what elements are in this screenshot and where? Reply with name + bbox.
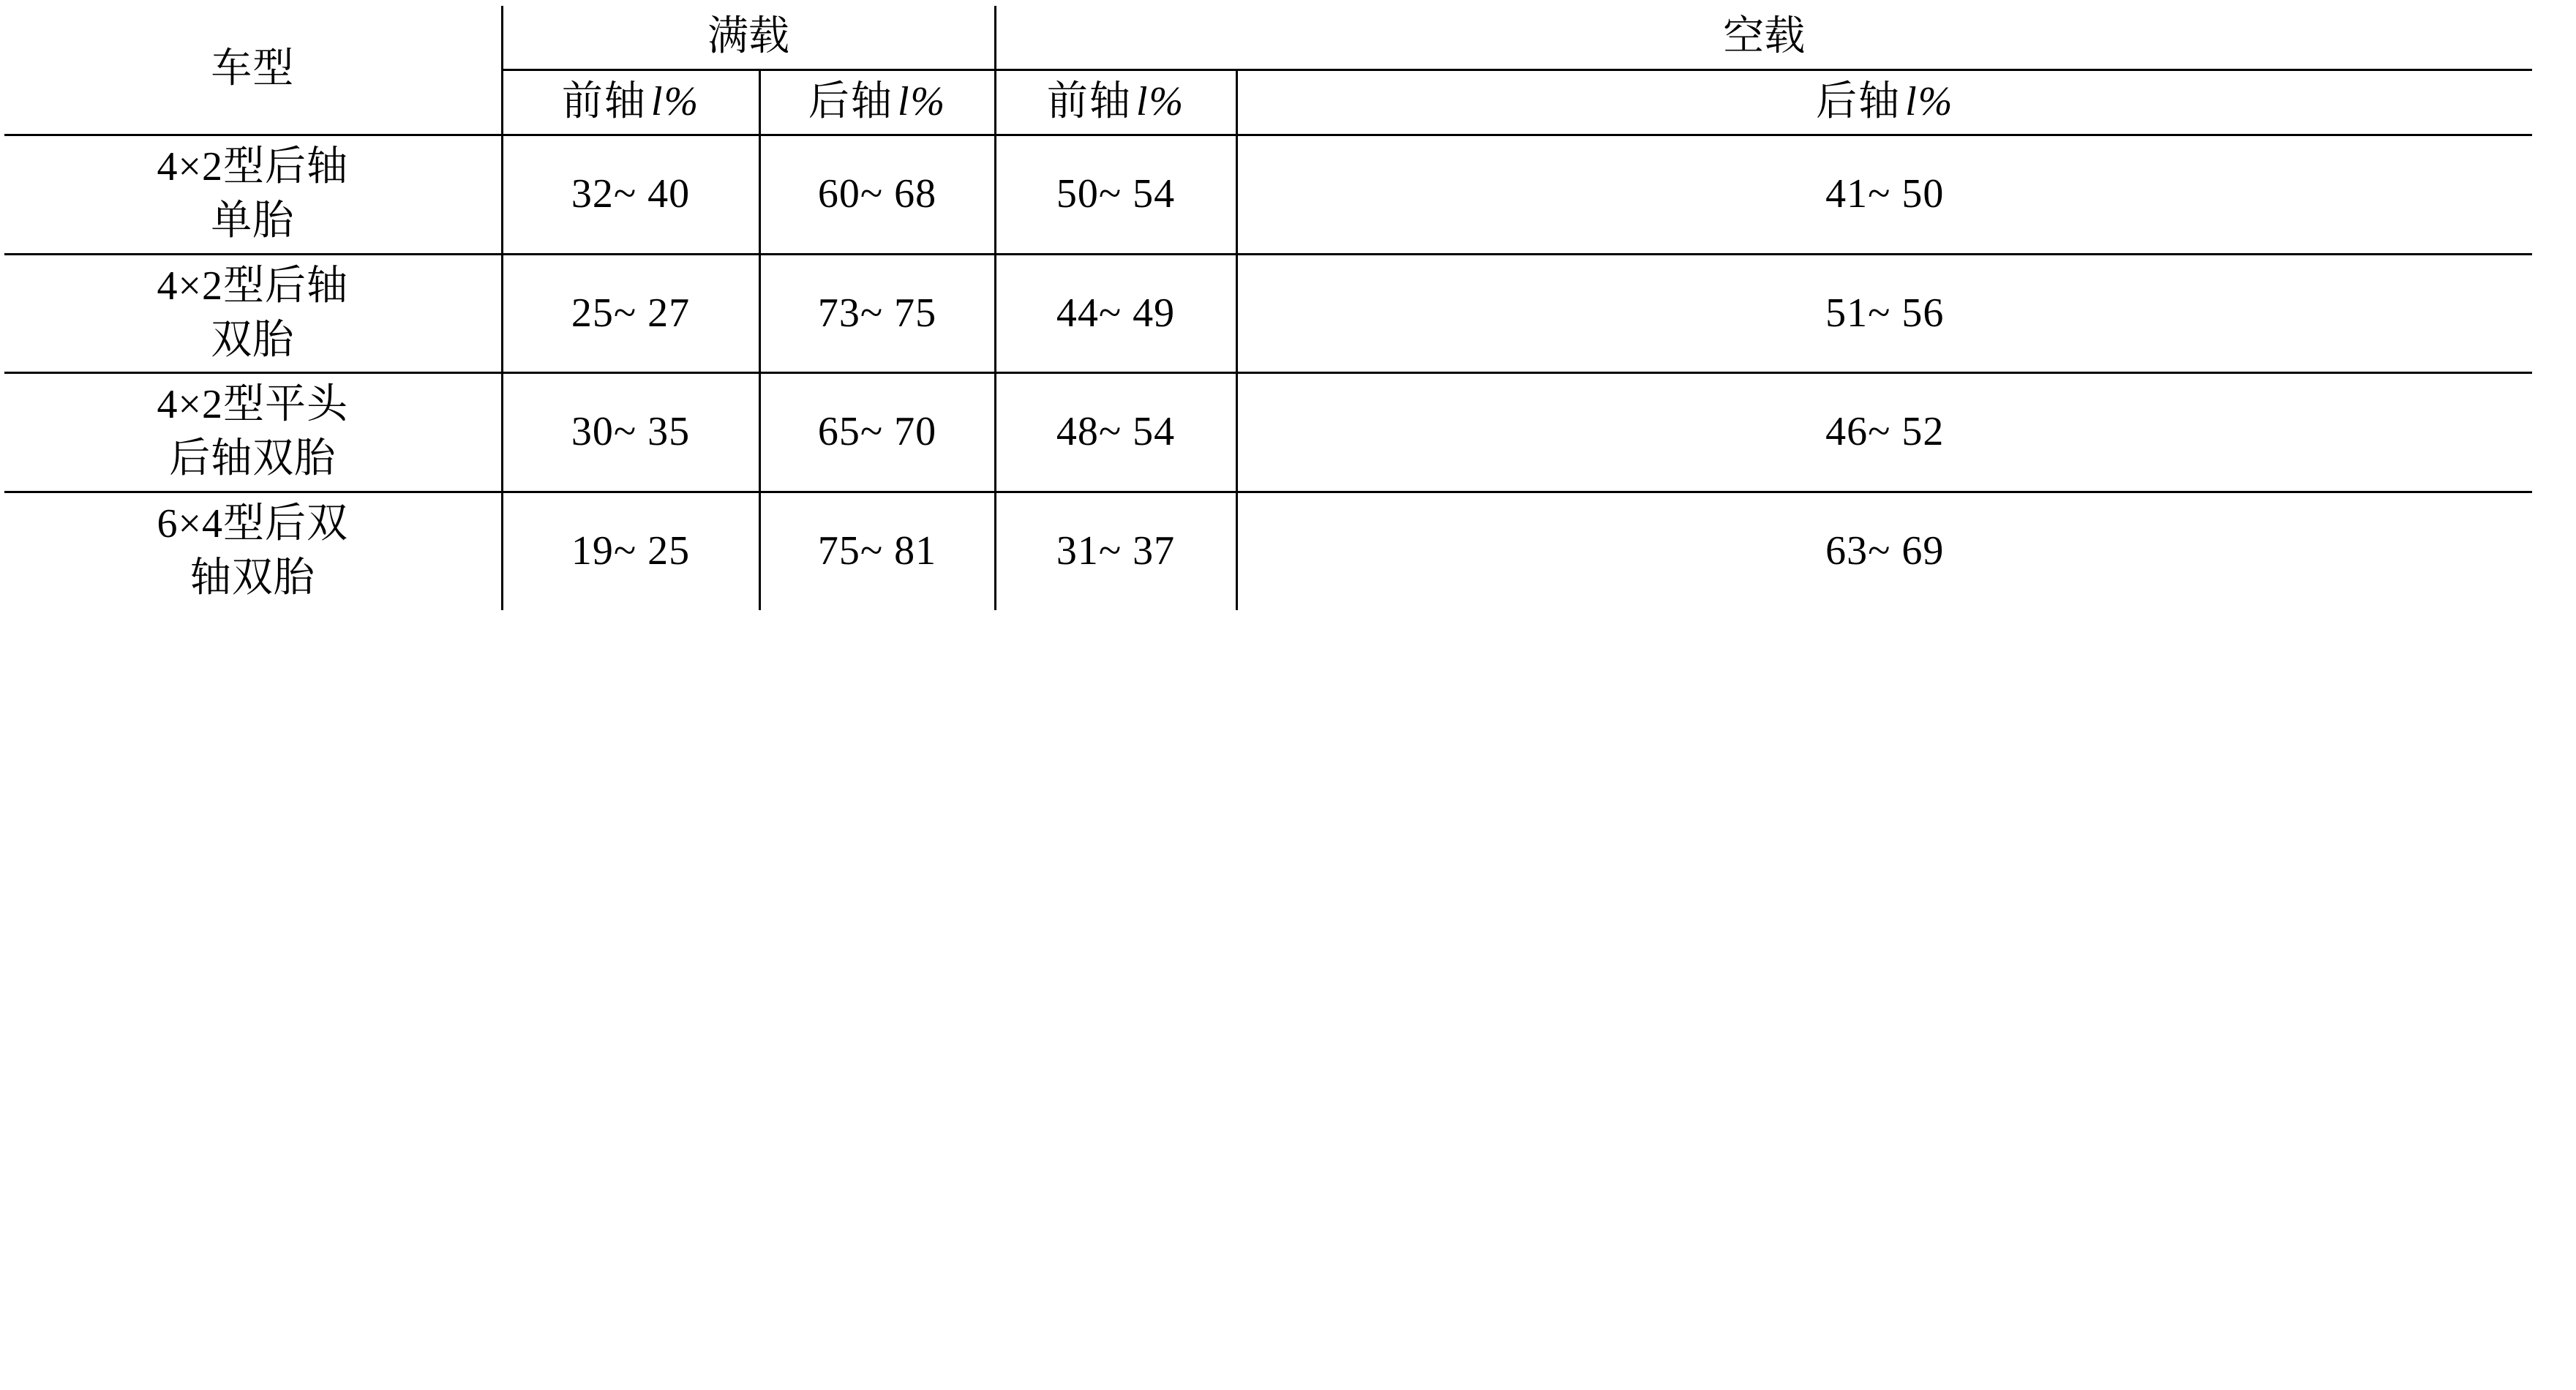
model-line-2: 轴双胎	[189, 555, 315, 601]
cell-rear-axle-loaded: 65~ 70	[759, 373, 995, 492]
cell-rear-axle-empty: 41~ 50	[1236, 135, 2532, 254]
header-text-front-axle-loaded: 前轴	[561, 78, 647, 124]
cell-front-axle-empty: 48~ 54	[995, 373, 1236, 492]
header-cell-front-axle-empty	[995, 70, 1236, 135]
model-line-2: 双胎	[211, 317, 295, 363]
table-row	[4, 492, 2532, 610]
cell-rear-axle-empty: 63~ 69	[1236, 492, 2532, 610]
cell-model	[4, 373, 502, 492]
percent-symbol: l%	[897, 78, 947, 124]
header-cell-rear-axle-empty	[1236, 70, 2532, 135]
percent-symbol: l%	[650, 78, 700, 124]
cell-front-axle-loaded: 30~ 35	[502, 373, 759, 492]
header-cell-front-axle-loaded	[502, 70, 759, 135]
cell-model	[4, 492, 502, 610]
cell-front-axle-empty: 44~ 49	[995, 254, 1236, 373]
axle-load-distribution-table	[4, 6, 2532, 610]
header-cell-model: 车型	[4, 6, 502, 135]
cell-rear-axle-loaded: 73~ 75	[759, 254, 995, 373]
table-row	[4, 135, 2532, 254]
cell-rear-axle-empty: 46~ 52	[1236, 373, 2532, 492]
cell-model	[4, 135, 502, 254]
header-text-rear-axle-empty: 后轴	[1816, 78, 1901, 124]
model-line-2: 单胎	[211, 198, 295, 244]
cell-front-axle-loaded: 19~ 25	[502, 492, 759, 610]
percent-symbol: l%	[1135, 78, 1185, 124]
header-text-rear-axle-loaded: 后轴	[808, 78, 893, 124]
header-cell-group-loaded: 满载	[502, 6, 995, 70]
cell-front-axle-empty: 31~ 37	[995, 492, 1236, 610]
percent-symbol: l%	[1905, 78, 1954, 124]
header-cell-rear-axle-loaded	[759, 70, 995, 135]
cell-rear-axle-empty: 51~ 56	[1236, 254, 2532, 373]
cell-front-axle-loaded: 32~ 40	[502, 135, 759, 254]
model-line-1: 4×2型后轴	[157, 143, 349, 189]
model-line-1: 4×2型平头	[157, 382, 349, 428]
model-line-1: 6×4型后双	[157, 501, 349, 547]
cell-rear-axle-loaded: 60~ 68	[759, 135, 995, 254]
document-page	[0, 6, 2576, 1390]
table-row	[4, 254, 2532, 373]
header-cell-group-empty: 空载	[995, 6, 2532, 70]
table-header-row-groups	[4, 6, 2532, 70]
cell-rear-axle-loaded: 75~ 81	[759, 492, 995, 610]
cell-front-axle-empty: 50~ 54	[995, 135, 1236, 254]
model-line-2: 后轴双胎	[169, 436, 337, 482]
header-text-front-axle-empty: 前轴	[1046, 78, 1132, 124]
table-row	[4, 373, 2532, 492]
model-line-1: 4×2型后轴	[157, 263, 349, 309]
cell-front-axle-loaded: 25~ 27	[502, 254, 759, 373]
cell-model	[4, 254, 502, 373]
